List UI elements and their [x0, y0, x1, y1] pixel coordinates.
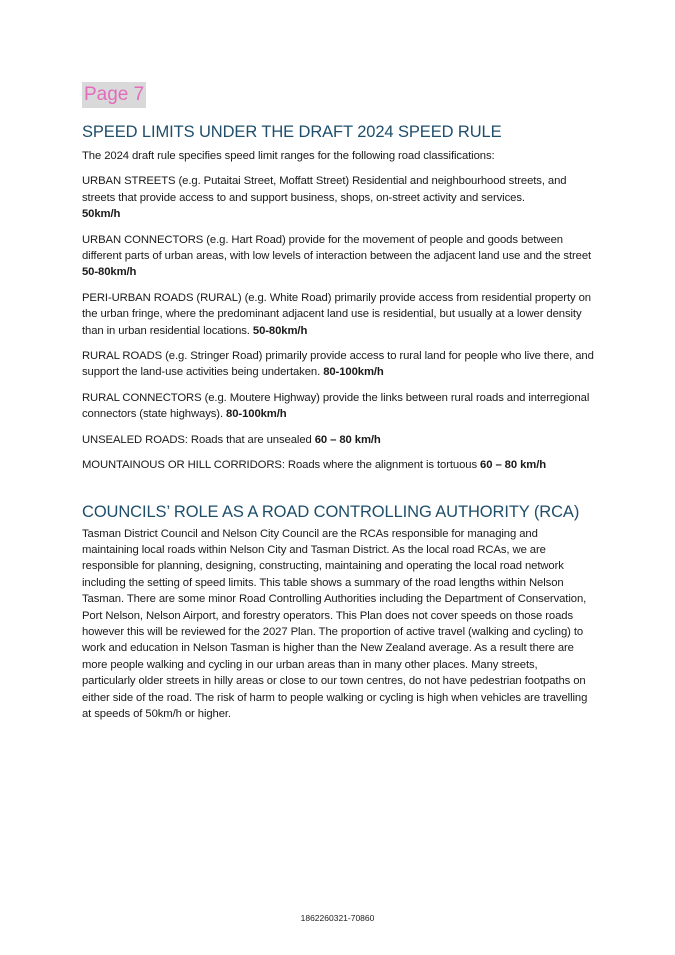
rule-peri-urban-roads	[82, 290, 594, 339]
document-content	[82, 121, 594, 722]
section-heading-speed-limits: SPEED LIMITS UNDER THE DRAFT 2024 SPEED RULE	[82, 123, 502, 141]
section-heading-rca-role: COUNCILS’ ROLE AS A ROAD CONTROLLING AUTHORITY (RCA)	[82, 502, 580, 521]
document-id-footer: 1862260321-70860	[300, 913, 375, 923]
rule-text: RURAL ROADS (e.g. Stringer Road) primarily provide access to rural land for people who live there, and support the land-use activities being undertaken.	[82, 350, 594, 379]
rule-speed: 60 – 80 km/h	[480, 459, 547, 472]
rule-mountainous-corridors	[82, 457, 594, 473]
rule-text: URBAN STREETS (e.g. Putaitai Street, Moffatt Street) Residential and neighbourhood streets, and streets that provide access to and support business, shops, on-street activity and services.	[82, 175, 567, 204]
rule-text: MOUNTAINOUS OR HILL CORRIDORS: Roads where the alignment is tortuous	[82, 459, 477, 472]
intro-paragraph: The 2024 draft rule specifies speed limit ranges for the following road classifications:	[82, 150, 495, 162]
rule-rural-roads	[82, 348, 594, 381]
rule-unsealed-roads	[82, 432, 594, 448]
page-label: Page 7	[82, 82, 146, 108]
rule-speed: 50-80km/h	[82, 266, 137, 279]
rule-text: URBAN CONNECTORS (e.g. Hart Road) provide for the movement of people and goods between different parts of urban areas, with low levels of interaction between the adjacent land use and the street	[82, 233, 592, 263]
rule-text: RURAL CONNECTORS (e.g. Moutere Highway) provide the links between rural roads and interregional connectors (state highways).	[82, 391, 590, 421]
rule-text: UNSEALED ROADS: Roads that are unsealed	[82, 433, 312, 446]
rule-speed: 50km/h	[82, 208, 121, 221]
rule-urban-connectors	[82, 232, 594, 281]
rule-speed: 60 – 80 km/h	[314, 433, 381, 446]
rca-body-paragraph: Tasman District Council and Nelson City Council are the RCAs responsible for managing and maintaining local roads within Nelson City and Tasman District. As the local road RCAs, we are responsible for planning, designing, constructing, maintaining and operating the local road network including the setting of speed limits. This table shows a summary of the road lengths within Nelson Tasman. There are some minor Road Controlling Authorities including the Department of Conservation, Port Nelson, Nelson Airport, and forestry operators. This Plan does not cover speeds on those roads however this will be reviewed for the 2027 Plan. The proportion of active travel (walking and cycling) to work and education in Nelson Tasman is higher than the New Zealand average. As a result there are more people walking and cycling in our urban areas than in many other places. Many streets, particularly older streets in hilly areas or close to our town centres, do not have pedestrian footpaths on either side of the road. The risk of harm to people walking or cycling is high when vehicles are travelling at speeds of 50km/h or higher.	[82, 527, 588, 720]
rule-text: PERI-URBAN ROADS (RURAL) (e.g. White Road) primarily provide access from residential property on the urban fringe, where the predominant adjacent land use is residential, but usually at a lower density than in urban residential locations.	[82, 291, 591, 337]
rule-urban-streets	[82, 173, 594, 222]
rule-rural-connectors	[82, 390, 594, 423]
rule-speed: 50-80km/h	[252, 324, 308, 337]
rule-speed: 80-100km/h	[323, 366, 384, 379]
rule-speed: 80-100km/h	[226, 408, 287, 421]
